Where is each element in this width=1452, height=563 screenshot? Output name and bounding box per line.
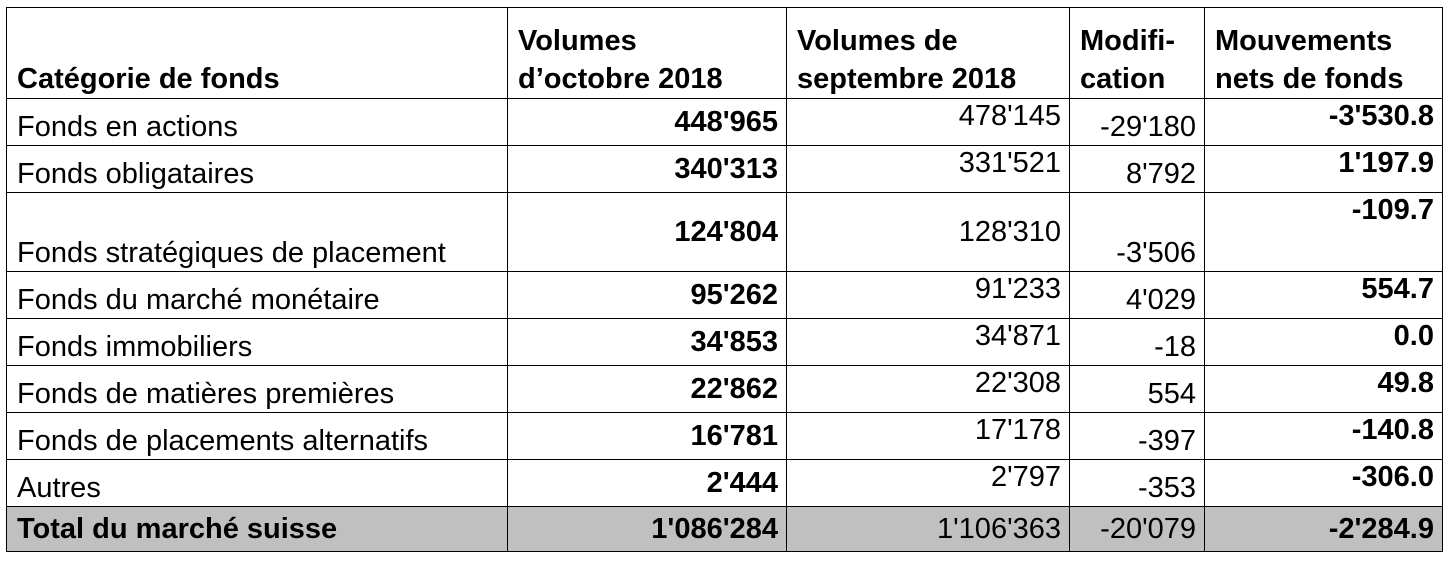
october-volume-cell: 124'804: [508, 193, 787, 272]
september-volume-cell: 331'521: [787, 146, 1070, 193]
category-cell: Autres: [7, 460, 508, 507]
header-october-volumes: Volumes d’octobre 2018: [508, 8, 787, 99]
net-flows-cell: 1'197.9: [1205, 146, 1443, 193]
table-row: [7, 460, 1443, 507]
october-volume-cell: 95'262: [508, 272, 787, 319]
october-volume-cell: 340'313: [508, 146, 787, 193]
category-cell: Fonds stratégiques de placement: [7, 193, 508, 272]
header-september-volumes: Volumes de septembre 2018: [787, 8, 1070, 99]
table-row: [7, 146, 1443, 193]
total-category-cell: Total du marché suisse: [7, 507, 508, 552]
header-row: [7, 8, 1443, 99]
september-volume-cell: 22'308: [787, 366, 1070, 413]
change-cell: 4'029: [1070, 272, 1205, 319]
net-flows-cell: 554.7: [1205, 272, 1443, 319]
net-flows-cell: -3'530.8: [1205, 99, 1443, 146]
total-net-flows-cell: -2'284.9: [1205, 507, 1443, 552]
category-cell: Fonds obligataires: [7, 146, 508, 193]
change-cell: -29'180: [1070, 99, 1205, 146]
september-volume-cell: 478'145: [787, 99, 1070, 146]
october-volume-cell: 22'862: [508, 366, 787, 413]
table-row: [7, 413, 1443, 460]
header-net-flows: Mouvements nets de fonds: [1205, 8, 1443, 99]
table-row: [7, 319, 1443, 366]
october-volume-cell: 2'444: [508, 460, 787, 507]
category-cell: Fonds en actions: [7, 99, 508, 146]
total-september-volume-cell: 1'106'363: [787, 507, 1070, 552]
net-flows-cell: -306.0: [1205, 460, 1443, 507]
net-flows-cell: 0.0: [1205, 319, 1443, 366]
category-cell: Fonds du marché monétaire: [7, 272, 508, 319]
change-cell: -3'506: [1070, 193, 1205, 272]
september-volume-cell: 91'233: [787, 272, 1070, 319]
change-cell: -397: [1070, 413, 1205, 460]
total-change-cell: -20'079: [1070, 507, 1205, 552]
september-volume-cell: 34'871: [787, 319, 1070, 366]
total-row: [7, 507, 1443, 552]
change-cell: 8'792: [1070, 146, 1205, 193]
header-category: Catégorie de fonds: [7, 8, 508, 99]
header-change: Modifi- cation: [1070, 8, 1205, 99]
september-volume-cell: 17'178: [787, 413, 1070, 460]
total-october-volume-cell: 1'086'284: [508, 507, 787, 552]
table-row: [7, 366, 1443, 413]
table-row: [7, 99, 1443, 146]
net-flows-cell: 49.8: [1205, 366, 1443, 413]
net-flows-cell: -140.8: [1205, 413, 1443, 460]
fund-volumes-table: [6, 7, 1443, 552]
september-volume-cell: 128'310: [787, 193, 1070, 272]
change-cell: 554: [1070, 366, 1205, 413]
change-cell: -18: [1070, 319, 1205, 366]
category-cell: Fonds de matières premières: [7, 366, 508, 413]
category-cell: Fonds de placements alternatifs: [7, 413, 508, 460]
september-volume-cell: 2'797: [787, 460, 1070, 507]
category-cell: Fonds immobiliers: [7, 319, 508, 366]
october-volume-cell: 448'965: [508, 99, 787, 146]
net-flows-cell: -109.7: [1205, 193, 1443, 272]
table-row: [7, 193, 1443, 272]
change-cell: -353: [1070, 460, 1205, 507]
october-volume-cell: 34'853: [508, 319, 787, 366]
table-row: [7, 272, 1443, 319]
october-volume-cell: 16'781: [508, 413, 787, 460]
